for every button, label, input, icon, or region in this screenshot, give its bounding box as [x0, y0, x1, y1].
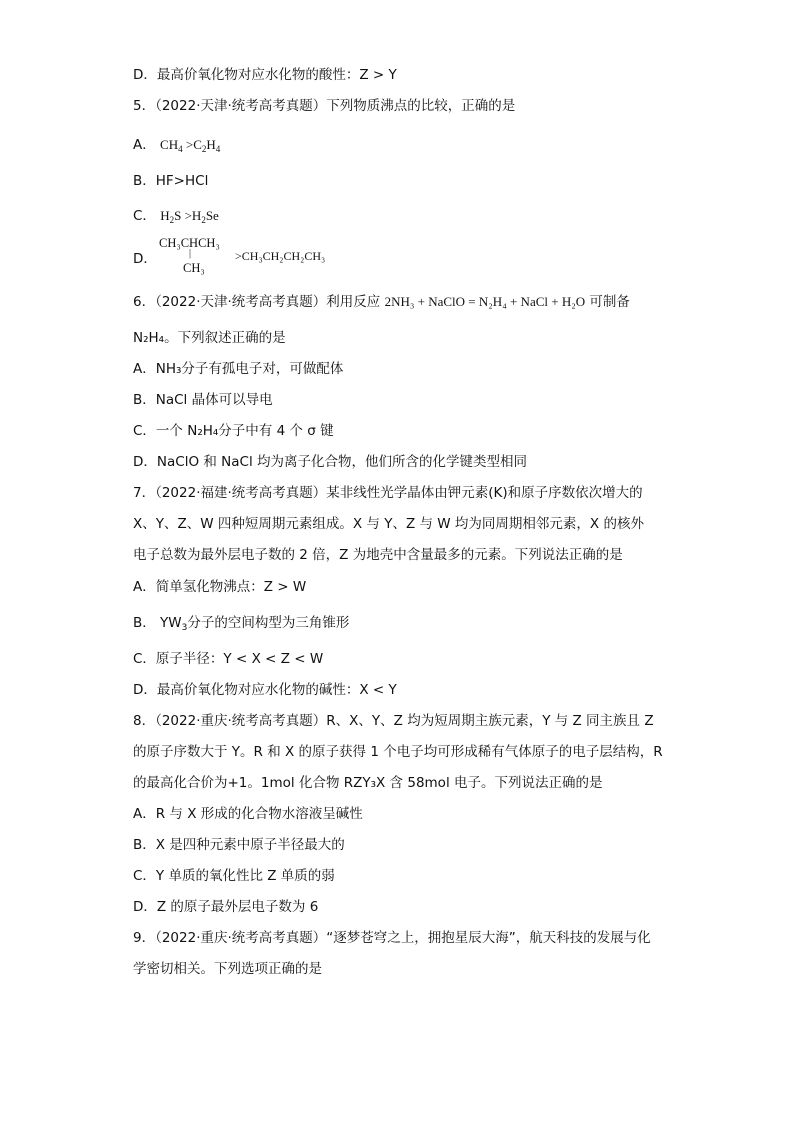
branch-bond: | [189, 248, 192, 259]
q4-option-d: D．最高价氧化物对应水化物的酸性：Z > Y [133, 67, 397, 83]
q5-option-c-formula: $H_2S >H_2Se$ [160, 208, 219, 225]
q5-stem: 5．（2022·天津·统考高考真题）下列物质沸点的比较，正确的是 [133, 98, 516, 114]
q6-stem-2: N₂H₄。下列叙述正确的是 [133, 330, 286, 346]
q7-option-b: B． $YW_3$分子的空间构型为三角锥形 [133, 615, 350, 633]
q7-option-d: D．最高价氧化物对应水化物的碱性：X < Y [133, 682, 397, 698]
linear-butane: >CH₃CH₂CH₂CH₃ [235, 249, 326, 263]
q7-option-a: A．简单氢化物沸点：Z > W [133, 579, 307, 595]
q5-option-d-structure [159, 234, 359, 280]
q6-equation: 2NH₃ + NaClO = N₂H₄ + NaCl + H₂O [384, 294, 586, 309]
q8-option-c: C．Y 单质的氧化性比 Z 单质的弱 [133, 868, 335, 884]
q5-option-d-label: D． [133, 251, 157, 267]
q6-option-c: C．一个 N₂H₄分子中有 4 个 σ 键 [133, 423, 334, 439]
q6-option-b: B．NaCl 晶体可以导电 [133, 392, 273, 408]
q6-option-a: A．NH₃分子有孤电子对，可做配体 [133, 361, 344, 377]
q6-stem: 6．（2022·天津·统考高考真题）利用反应 2NH₃ + NaClO = N₂H₄ + NaCl + H₂O 可制备 [133, 294, 630, 310]
q8-stem-3: 的最高化合价为+1。1mol 化合物 RZY₃X 含 58mol 电子。下列说法正确的是 [133, 775, 603, 791]
q8-option-d: D．Z 的原子最外层电子数为 6 [133, 899, 319, 915]
q6-option-d: D．NaClO 和 NaCl 均为离子化合物，他们所含的化学键类型相同 [133, 454, 527, 470]
q5-option-b: B．HF>HCl [133, 173, 209, 189]
q5-option-a-label: A． [133, 137, 156, 153]
branched-chain-methyl: CH₃ [183, 261, 205, 275]
branched-chain-top: CH₃CHCH₃ [159, 236, 220, 250]
q8-option-a: A．R 与 X 形成的化合物水溶液呈碱性 [133, 806, 363, 822]
q5-option-c-label: C． [133, 208, 156, 224]
q8-stem-2: 的原子序数大于 Y。R 和 X 的原子获得 1 个电子均可形成稀有气体原子的电子层结构，R [133, 744, 663, 760]
q5-option-c [133, 207, 219, 225]
q7-stem-3: 电子总数为最外层电子数的 2 倍，Z 为地壳中含量最多的元素。下列说法正确的是 [133, 547, 623, 563]
q8-stem-1: 8．（2022·重庆·统考高考真题）R、X、Y、Z 均为短周期主族元素，Y 与 Z 同主族且 Z [133, 713, 654, 729]
q7-stem-2: X、Y、Z、W 四种短周期元素组成。X 与 Y、Z 与 W 均为同周期相邻元素，X 的核外 [133, 516, 644, 532]
q5-option-a-formula: $CH_4 >C_2H_4$ [160, 137, 221, 154]
q9-stem-2: 学密切相关。下列选项正确的是 [133, 961, 322, 977]
q5-option-a [133, 136, 220, 154]
q7-stem-1: 7．（2022·福建·统考高考真题）某非线性光学晶体由钾元素(K)和原子序数依次增大的 [133, 485, 643, 501]
q8-option-b: B．X 是四种元素中原子半径最大的 [133, 837, 345, 853]
q9-stem-1: 9．（2022·重庆·统考高考真题）“逐梦苍穹之上，拥抱星辰大海”，航天科技的发展与化 [133, 930, 651, 946]
q7-option-c: C．原子半径：Y < X < Z < W [133, 651, 324, 667]
